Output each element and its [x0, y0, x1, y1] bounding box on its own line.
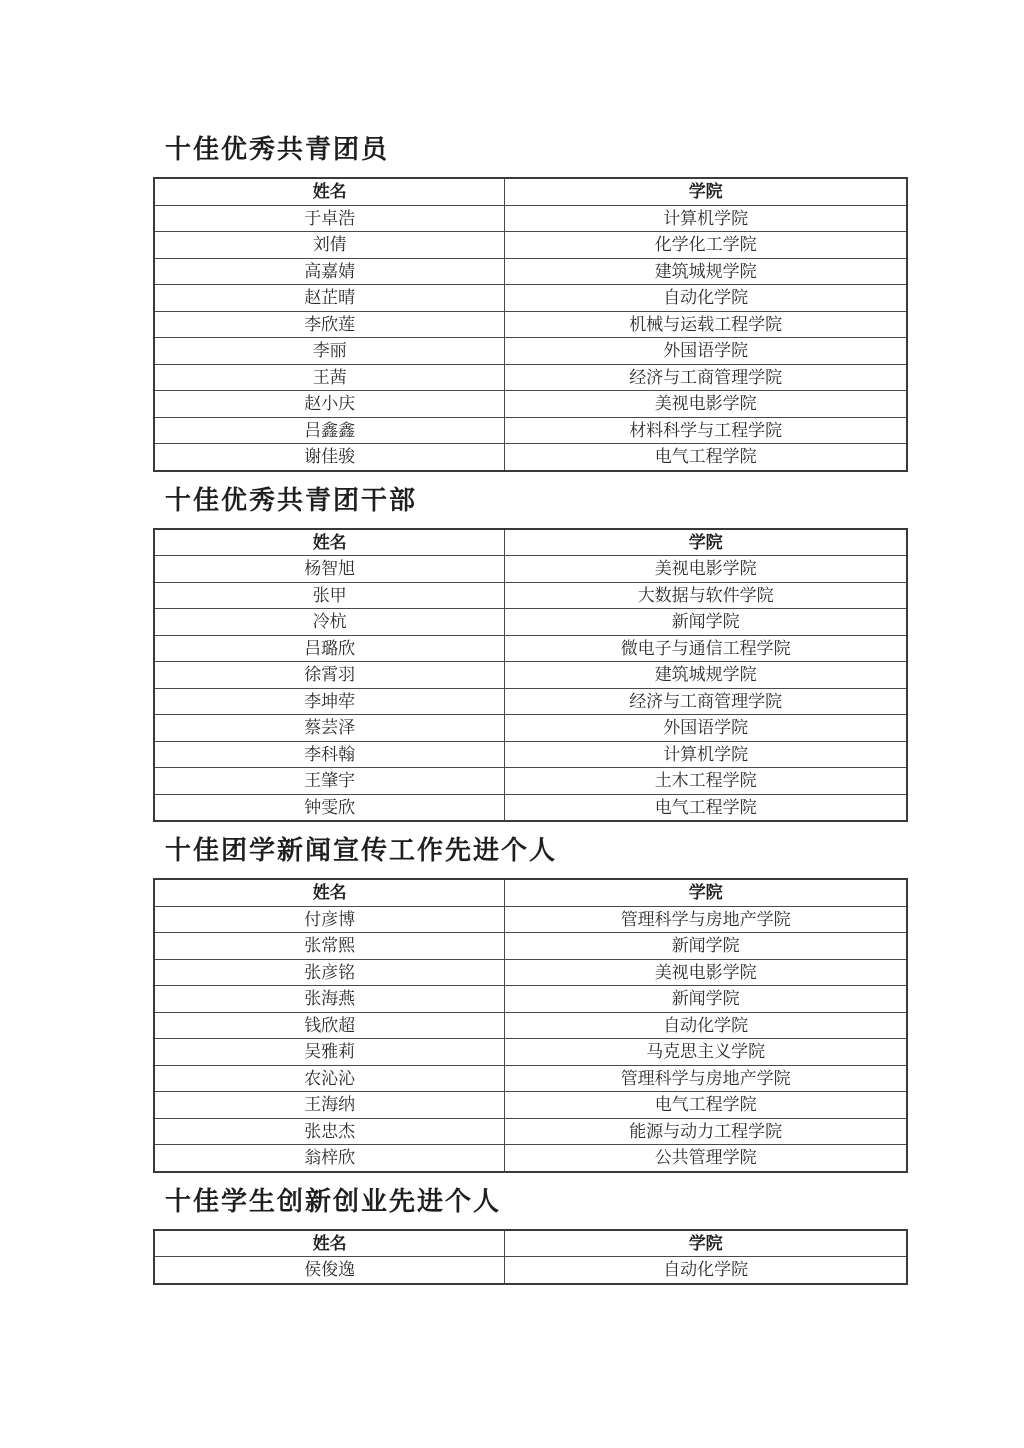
table-row	[154, 232, 907, 259]
table-header-row	[154, 178, 907, 205]
table-header-row	[154, 879, 907, 906]
awards-table	[153, 1229, 908, 1285]
table-row	[154, 258, 907, 285]
table-row	[154, 933, 907, 960]
table-row	[154, 959, 907, 986]
college-cell: 公共管理学院	[505, 1145, 907, 1172]
table-row	[154, 582, 907, 609]
name-cell: 张甲	[154, 582, 505, 609]
table-row	[154, 391, 907, 418]
name-cell: 钟雯欣	[154, 794, 505, 821]
awards-table	[153, 177, 908, 472]
section-heading: 十佳团学新闻宣传工作先进个人	[165, 836, 558, 865]
name-cell: 杨智旭	[154, 556, 505, 583]
award-section	[153, 836, 908, 1173]
table-row	[154, 794, 907, 821]
college-cell: 经济与工商管理学院	[505, 688, 907, 715]
college-cell: 电气工程学院	[505, 794, 907, 821]
college-cell: 机械与运载工程学院	[505, 311, 907, 338]
college-cell: 管理科学与房地产学院	[505, 1065, 907, 1092]
table-row	[154, 1092, 907, 1119]
name-cell: 冷杭	[154, 609, 505, 636]
college-cell: 化学化工学院	[505, 232, 907, 259]
name-column-header: 姓名	[154, 529, 505, 556]
college-cell: 新闻学院	[505, 933, 907, 960]
table-row	[154, 338, 907, 365]
table-row	[154, 768, 907, 795]
name-cell: 谢佳骏	[154, 444, 505, 471]
name-cell: 王肇宇	[154, 768, 505, 795]
name-cell: 张海燕	[154, 986, 505, 1013]
name-cell: 李科翰	[154, 741, 505, 768]
name-column-header: 姓名	[154, 178, 505, 205]
college-cell: 管理科学与房地产学院	[505, 906, 907, 933]
name-cell: 于卓浩	[154, 205, 505, 232]
college-cell: 美视电影学院	[505, 959, 907, 986]
college-column-header: 学院	[505, 529, 907, 556]
name-cell: 高嘉婧	[154, 258, 505, 285]
name-cell: 蔡芸泽	[154, 715, 505, 742]
table-row	[154, 1118, 907, 1145]
college-cell: 马克思主义学院	[505, 1039, 907, 1066]
table-row	[154, 688, 907, 715]
college-cell: 自动化学院	[505, 1012, 907, 1039]
college-column-header: 学院	[505, 879, 907, 906]
table-row	[154, 741, 907, 768]
college-cell: 自动化学院	[505, 1257, 907, 1284]
college-cell: 外国语学院	[505, 715, 907, 742]
college-cell: 美视电影学院	[505, 556, 907, 583]
table-row	[154, 986, 907, 1013]
table-body	[154, 205, 907, 471]
name-cell: 张彦铭	[154, 959, 505, 986]
name-cell: 农沁沁	[154, 1065, 505, 1092]
college-cell: 经济与工商管理学院	[505, 364, 907, 391]
award-sections-container	[153, 135, 908, 1285]
name-cell: 侯俊逸	[154, 1257, 505, 1284]
college-cell: 电气工程学院	[505, 1092, 907, 1119]
college-cell: 美视电影学院	[505, 391, 907, 418]
college-cell: 材料科学与工程学院	[505, 417, 907, 444]
name-cell: 赵小庆	[154, 391, 505, 418]
table-row	[154, 205, 907, 232]
name-cell: 钱欣超	[154, 1012, 505, 1039]
table-row	[154, 635, 907, 662]
table-row	[154, 715, 907, 742]
table-row	[154, 556, 907, 583]
college-cell: 建筑城规学院	[505, 662, 907, 689]
section-heading: 十佳优秀共青团员	[165, 135, 390, 164]
name-cell: 刘倩	[154, 232, 505, 259]
table-row	[154, 1039, 907, 1066]
table-row	[154, 1012, 907, 1039]
name-cell: 吕鑫鑫	[154, 417, 505, 444]
section-heading: 十佳优秀共青团干部	[165, 485, 418, 515]
table-body	[154, 1257, 907, 1284]
awards-table	[153, 528, 908, 823]
award-section	[153, 486, 908, 823]
table-row	[154, 1145, 907, 1172]
college-cell: 土木工程学院	[505, 768, 907, 795]
name-column-header: 姓名	[154, 1230, 505, 1257]
college-cell: 计算机学院	[505, 741, 907, 768]
name-cell: 付彦博	[154, 906, 505, 933]
name-cell: 吴雅莉	[154, 1039, 505, 1066]
award-section	[153, 135, 908, 472]
table-row	[154, 311, 907, 338]
table-body	[154, 556, 907, 822]
name-cell: 赵芷晴	[154, 285, 505, 312]
table-row	[154, 609, 907, 636]
college-cell: 能源与动力工程学院	[505, 1118, 907, 1145]
college-column-header: 学院	[505, 178, 907, 205]
awards-table	[153, 878, 908, 1173]
name-cell: 王海纳	[154, 1092, 505, 1119]
name-cell: 吕璐欣	[154, 635, 505, 662]
name-cell: 翁梓欣	[154, 1145, 505, 1172]
college-cell: 新闻学院	[505, 609, 907, 636]
college-cell: 计算机学院	[505, 205, 907, 232]
college-cell: 微电子与通信工程学院	[505, 635, 907, 662]
college-cell: 外国语学院	[505, 338, 907, 365]
table-row	[154, 285, 907, 312]
table-header-row	[154, 529, 907, 556]
name-cell: 张常熙	[154, 933, 505, 960]
table-row	[154, 1065, 907, 1092]
name-column-header: 姓名	[154, 879, 505, 906]
table-row	[154, 662, 907, 689]
table-row	[154, 417, 907, 444]
table-body	[154, 906, 907, 1172]
table-row	[154, 364, 907, 391]
college-cell: 新闻学院	[505, 986, 907, 1013]
college-column-header: 学院	[505, 1230, 907, 1257]
name-cell: 徐霄羽	[154, 662, 505, 689]
name-cell: 李欣莲	[154, 311, 505, 338]
college-cell: 电气工程学院	[505, 444, 907, 471]
college-cell: 大数据与软件学院	[505, 582, 907, 609]
table-header-row	[154, 1230, 907, 1257]
table-row	[154, 444, 907, 471]
college-cell: 建筑城规学院	[505, 258, 907, 285]
college-cell: 自动化学院	[505, 285, 907, 312]
section-heading: 十佳学生创新创业先进个人	[165, 1186, 502, 1216]
award-section	[153, 1187, 908, 1285]
table-row	[154, 906, 907, 933]
name-cell: 李丽	[154, 338, 505, 365]
name-cell: 张忠杰	[154, 1118, 505, 1145]
name-cell: 王茜	[154, 364, 505, 391]
table-row	[154, 1257, 907, 1284]
name-cell: 李坤荦	[154, 688, 505, 715]
